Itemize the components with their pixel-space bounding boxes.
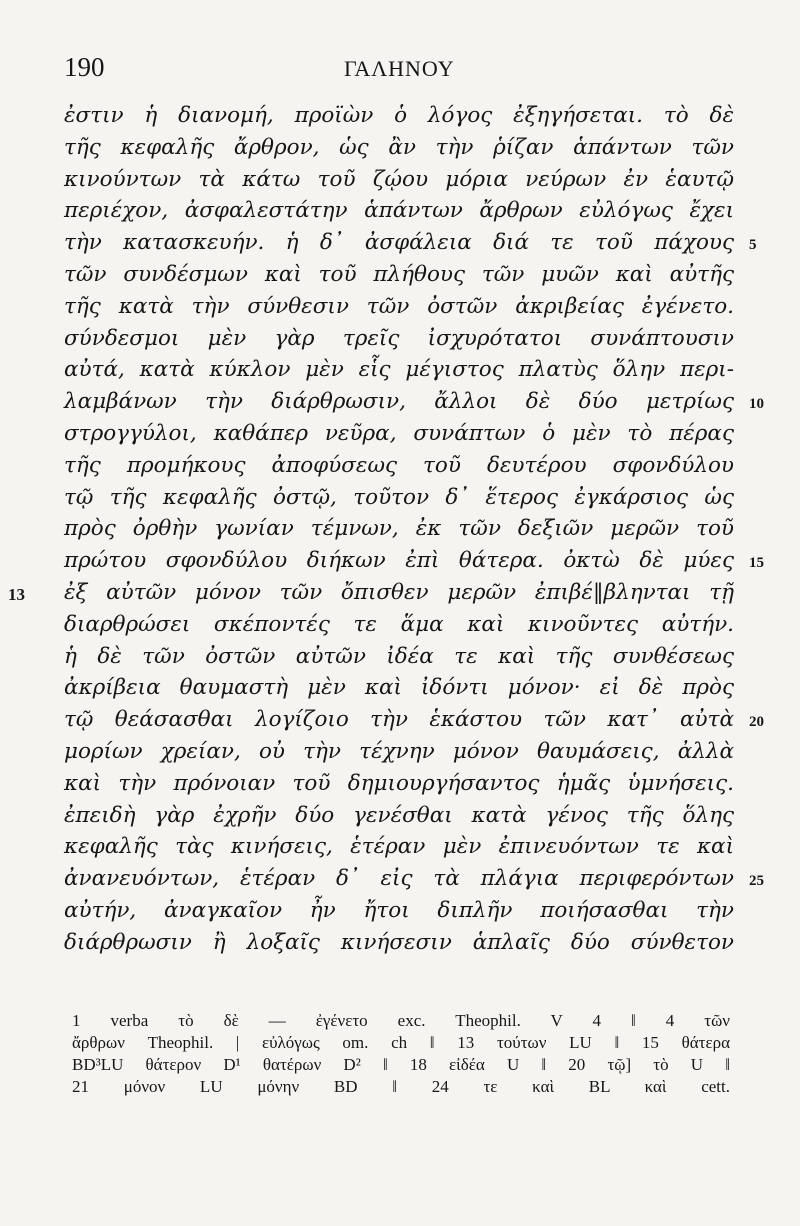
text-line <box>64 545 764 577</box>
text-line <box>64 354 734 386</box>
line-text: τῆς κατὰ τὴν σύνθεσιν τῶν ὀστῶν ἀκριβείας ἐγένετο. <box>64 293 734 319</box>
text-line <box>64 513 734 545</box>
line-text: ἀνανευόντων, ἑτέραν δ᾽ εἰς τὰ πλάγια περιφερόντων <box>64 866 734 892</box>
line-text: τῷ τῆς κεφαλῆς ὀστῷ, τοῦτον δ᾽ ἕτερος ἐγκάρσιος ὡς <box>64 484 734 510</box>
margin-reference-number: 13 <box>8 584 25 604</box>
line-text: ἀκρίβεια θαυμαστὴ μὲν καὶ ἰδόντι μόνον· εἰ δὲ πρὸς <box>64 675 734 701</box>
line-text: λαμβάνων τὴν διάρθρωσιν, ἄλλοι δὲ δύο μετρίως <box>64 389 734 415</box>
line-text: πρώτου σφονδύλου διήκων ἐπὶ θάτερα. ὀκτὼ δὲ μύες <box>64 548 734 574</box>
apparatus-line: 21 μόνον LU μόνην BD ‖ 24 τε καὶ BL καὶ cett. <box>72 1077 730 1096</box>
line-number: 25 <box>749 873 764 890</box>
page-number: 190 <box>64 52 105 82</box>
line-text: ἐπειδὴ γὰρ ἐχρῆν δύο γενέσθαι κατὰ γένος τῆς ὅλης <box>64 802 734 828</box>
line-text: σύνδεσμοι μὲν γὰρ τρεῖς ἰσχυρότατοι συνάπτουσιν <box>64 325 734 351</box>
text-line <box>64 927 734 959</box>
text-line <box>64 323 734 355</box>
line-text: τὴν κατασκευήν. ἡ δ᾽ ἀσφάλεια διά τε τοῦ πάχους <box>64 230 734 256</box>
line-number: 15 <box>749 555 764 572</box>
line-text: τῷ θεάσασθαι λογίζοιο τὴν ἑκάστου τῶν κατ᾽ αὐτὰ <box>64 707 734 733</box>
line-text: κινούντων τὰ κάτω τοῦ ζῴου μόρια νεύρων ἐν ἑαυτῷ <box>64 166 734 192</box>
text-line <box>64 386 764 418</box>
text-line <box>64 736 734 768</box>
line-text: περιέχον, ἀσφαλεστάτην ἁπάντων ἄρθρων εὐλόγως ἔχει <box>64 198 734 224</box>
text-line <box>64 227 757 259</box>
apparatus-line: 1 verba τὸ δὲ — ἐγένετο exc. Theophil. V 4 ‖ 4 τῶν <box>72 1011 730 1030</box>
text-line <box>64 450 734 482</box>
text-line <box>64 609 734 641</box>
text-line <box>64 164 734 196</box>
line-text: ἐστιν ἡ διανομή, προϊὼν ὁ λόγος ἐξηγήσεται. τὸ δὲ <box>64 103 734 128</box>
line-text: στρογγύλοι, καθάπερ νεῦρα, συνάπτων ὁ μὲν τὸ πέρας <box>64 420 734 446</box>
running-head: ΓΑΛΗΝΟΥ <box>344 56 455 81</box>
text-line <box>64 100 734 132</box>
text-line <box>64 132 734 164</box>
text-line <box>64 768 734 800</box>
text-line <box>64 195 734 227</box>
greek-text-body <box>8 100 764 959</box>
line-text: κεφαλῆς τὰς κινήσεις, ἑτέραν μὲν ἐπινευόντων τε καὶ <box>64 834 734 860</box>
line-number: 5 <box>749 237 757 254</box>
apparatus-line: ἄρθρων Theophil. | εὐλόγως om. ch ‖ 13 τούτων LU ‖ 15 θάτερα <box>72 1033 730 1052</box>
line-text: αὐτά, κατὰ κύκλον μὲν εἷς μέγιστος πλατὺς ὅλην περι- <box>64 357 734 383</box>
text-line <box>64 259 734 291</box>
text-line <box>64 863 764 895</box>
line-text: ἡ δὲ τῶν ὀστῶν αὐτῶν ἰδέα τε καὶ τῆς συνθέσεως <box>64 643 734 669</box>
line-text: ἐξ αὐτῶν μόνον τῶν ὄπισθεν μερῶν ἐπιβέ‖βληνται τῇ <box>64 579 734 605</box>
critical-apparatus <box>72 1010 730 1098</box>
text-line <box>64 704 764 736</box>
line-text: διαρθρώσει σκέποντές τε ἅμα καὶ κινοῦντες αὐτήν. <box>64 611 734 637</box>
text-line <box>64 641 734 673</box>
line-text: διάρθρωσιν ἢ λοξαῖς κινήσεσιν ἁπλαῖς δύο σύνθετον <box>64 929 734 955</box>
page-header <box>64 52 736 92</box>
line-text: τῆς κεφαλῆς ἄρθρον, ὡς ἂν τὴν ῥίζαν ἁπάντων τῶν <box>64 134 734 160</box>
text-line <box>64 291 734 323</box>
line-text: μορίων χρείαν, οὐ τὴν τέχνην μόνον θαυμάσεις, ἀλλὰ <box>64 738 734 764</box>
line-text: τῆς προμήκους ἀποφύσεως τοῦ δευτέρου σφονδύλου <box>64 452 734 478</box>
apparatus-line: BD³LU θάτερον D¹ θατέρων D² ‖ 18 εἰδέα U ‖ 20 τῷ] τὸ U ‖ <box>72 1055 730 1074</box>
line-text: πρὸς ὀρθὴν γωνίαν τέμνων, ἐκ τῶν δεξιῶν μερῶν τοῦ <box>64 516 734 542</box>
text-line <box>64 418 734 450</box>
text-line <box>64 831 734 863</box>
line-text: καὶ τὴν πρόνοιαν τοῦ δημιουργήσαντος ἡμᾶς ὑμνήσεις. <box>64 770 734 796</box>
line-text: αὐτήν, ἀναγκαῖον ἦν ἤτοι διπλῆν ποιήσασθαι τὴν <box>64 897 734 923</box>
text-line <box>8 577 734 609</box>
text-line <box>64 672 734 704</box>
text-line <box>64 800 734 832</box>
line-number: 20 <box>749 714 764 731</box>
line-number: 10 <box>749 396 764 413</box>
text-line <box>64 895 734 927</box>
line-text: τῶν συνδέσμων καὶ τοῦ πλήθους τῶν μυῶν καὶ αὐτῆς <box>64 261 734 287</box>
text-line <box>64 482 734 514</box>
